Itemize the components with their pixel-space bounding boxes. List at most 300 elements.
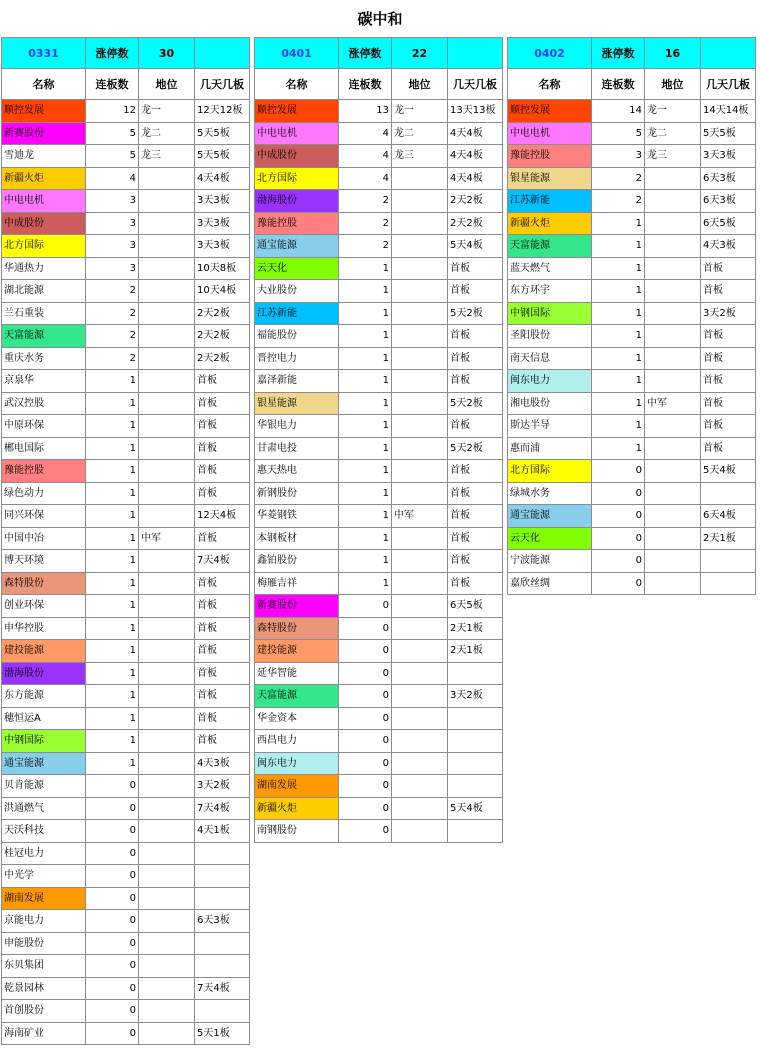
board-count-cell: 2 — [86, 325, 139, 348]
count-value-cell: 30 — [139, 38, 195, 69]
board-count-cell: 1 — [86, 572, 139, 595]
stock-name-cell: 银星能源 — [255, 392, 339, 415]
count-label-cell: 涨停数 — [86, 38, 139, 69]
table-row — [2, 617, 250, 640]
board-count-cell: 1 — [339, 527, 392, 550]
table-row — [255, 640, 503, 663]
position-cell — [139, 347, 195, 370]
position-cell — [392, 685, 448, 708]
days-boards-cell: 4天3板 — [701, 235, 756, 258]
days-boards-cell: 3天2板 — [701, 302, 756, 325]
stock-name-cell: 创业环保 — [2, 595, 86, 618]
position-cell — [392, 415, 448, 438]
board-count-cell: 1 — [86, 707, 139, 730]
board-count-cell: 0 — [339, 775, 392, 798]
stock-name-cell: 湖南发展 — [255, 775, 339, 798]
stock-name-cell: 中电电机 — [255, 122, 339, 145]
days-boards-cell: 首板 — [195, 392, 250, 415]
table-row — [2, 505, 250, 528]
position-cell — [139, 1000, 195, 1023]
days-boards-cell: 5天1板 — [195, 1022, 250, 1045]
days-boards-cell: 首板 — [448, 347, 503, 370]
stock-name-cell: 顺控发展 — [508, 100, 592, 123]
header-row — [255, 38, 503, 69]
position-cell — [392, 302, 448, 325]
days-boards-cell: 5天5板 — [195, 122, 250, 145]
days-boards-cell — [195, 887, 250, 910]
position-cell — [392, 437, 448, 460]
stock-name-cell: 绿城水务 — [508, 482, 592, 505]
stock-name-cell: 兰石重装 — [2, 302, 86, 325]
board-count-cell: 5 — [86, 145, 139, 168]
board-count-cell: 0 — [86, 955, 139, 978]
days-boards-cell: 7天4板 — [195, 797, 250, 820]
table-row — [2, 167, 250, 190]
days-boards-cell — [448, 775, 503, 798]
stock-name-cell: 嘉泽新能 — [255, 370, 339, 393]
stock-name-cell: 新钢股份 — [255, 482, 339, 505]
position-cell — [139, 190, 195, 213]
position-cell — [139, 415, 195, 438]
days-boards-cell: 2天2板 — [448, 190, 503, 213]
position-cell — [645, 572, 701, 595]
days-boards-cell: 3天2板 — [448, 685, 503, 708]
days-boards-cell: 首板 — [195, 482, 250, 505]
stock-name-cell: 新赛股份 — [2, 122, 86, 145]
days-boards-cell — [448, 662, 503, 685]
table-row — [2, 235, 250, 258]
position-cell — [139, 550, 195, 573]
days-boards-cell: 首板 — [448, 460, 503, 483]
position-cell — [139, 730, 195, 753]
stock-name-cell: 贝肯能源 — [2, 775, 86, 798]
table-row — [2, 1022, 250, 1045]
stock-name-cell: 南天信息 — [508, 347, 592, 370]
block-0401 — [254, 37, 503, 843]
table-row — [255, 550, 503, 573]
position-cell — [392, 820, 448, 843]
table-row — [508, 370, 756, 393]
count-label-cell: 涨停数 — [339, 38, 392, 69]
days-boards-cell: 3天3板 — [195, 190, 250, 213]
board-count-cell: 0 — [339, 752, 392, 775]
position-cell — [139, 482, 195, 505]
stock-name-cell: 森特股份 — [255, 617, 339, 640]
table-row — [2, 842, 250, 865]
days-boards-cell — [448, 730, 503, 753]
board-count-cell: 1 — [592, 437, 645, 460]
position-cell — [645, 437, 701, 460]
days-boards-cell: 首板 — [195, 685, 250, 708]
days-boards-cell: 13天13板 — [448, 100, 503, 123]
board-count-cell: 1 — [339, 437, 392, 460]
board-count-cell: 1 — [339, 325, 392, 348]
table-row — [508, 572, 756, 595]
days-boards-cell: 首板 — [448, 325, 503, 348]
board-count-cell: 1 — [339, 370, 392, 393]
empty-header-cell — [195, 38, 250, 69]
stock-name-cell: 中国中冶 — [2, 527, 86, 550]
position-cell — [645, 235, 701, 258]
stock-name-cell: 洪通燃气 — [2, 797, 86, 820]
table-row — [2, 325, 250, 348]
table-row — [2, 977, 250, 1000]
column-header-3: 几天几板 — [195, 69, 250, 100]
board-count-cell: 0 — [86, 820, 139, 843]
days-boards-cell: 首板 — [701, 347, 756, 370]
board-count-cell: 2 — [86, 302, 139, 325]
board-count-cell: 2 — [86, 347, 139, 370]
days-boards-cell: 5天4板 — [448, 797, 503, 820]
position-cell — [645, 370, 701, 393]
stock-name-cell: 顺控发展 — [2, 100, 86, 123]
board-count-cell: 2 — [339, 212, 392, 235]
position-cell — [392, 550, 448, 573]
position-cell: 龙三 — [392, 145, 448, 168]
position-cell — [139, 617, 195, 640]
board-count-cell: 1 — [592, 325, 645, 348]
days-boards-cell: 首板 — [448, 527, 503, 550]
table-row — [2, 415, 250, 438]
position-cell — [392, 167, 448, 190]
board-count-cell: 13 — [339, 100, 392, 123]
board-count-cell: 1 — [86, 482, 139, 505]
column-header-1: 连板数 — [86, 69, 139, 100]
count-label-cell: 涨停数 — [592, 38, 645, 69]
board-count-cell: 1 — [339, 392, 392, 415]
days-boards-cell — [701, 550, 756, 573]
stock-name-cell: 中电电机 — [508, 122, 592, 145]
table-row — [255, 685, 503, 708]
table-row — [508, 325, 756, 348]
table-row — [508, 392, 756, 415]
days-boards-cell: 首板 — [701, 370, 756, 393]
days-boards-cell — [448, 820, 503, 843]
position-cell — [139, 685, 195, 708]
days-boards-cell: 首板 — [448, 482, 503, 505]
days-boards-cell — [195, 842, 250, 865]
board-count-cell: 1 — [339, 415, 392, 438]
days-boards-cell — [701, 482, 756, 505]
table-row — [508, 100, 756, 123]
table-row — [2, 460, 250, 483]
table-row — [255, 325, 503, 348]
table-row — [508, 415, 756, 438]
table-row — [2, 1000, 250, 1023]
count-value-cell: 16 — [645, 38, 701, 69]
block-0402 — [507, 37, 756, 595]
days-boards-cell: 5天5板 — [195, 145, 250, 168]
days-boards-cell: 首板 — [195, 460, 250, 483]
days-boards-cell — [448, 707, 503, 730]
column-header-0: 名称 — [508, 69, 592, 100]
stock-name-cell: 建投能源 — [255, 640, 339, 663]
table-row — [2, 572, 250, 595]
position-cell — [139, 235, 195, 258]
board-count-cell: 14 — [592, 100, 645, 123]
table-row — [255, 280, 503, 303]
table-row — [2, 122, 250, 145]
days-boards-cell: 首板 — [448, 280, 503, 303]
position-cell — [645, 505, 701, 528]
table-row — [255, 707, 503, 730]
stock-name-cell: 云天化 — [255, 257, 339, 280]
board-count-cell: 1 — [86, 505, 139, 528]
days-boards-cell: 首板 — [195, 617, 250, 640]
board-count-cell: 0 — [86, 1022, 139, 1045]
board-count-cell: 0 — [86, 797, 139, 820]
table-row — [2, 662, 250, 685]
table-row — [2, 257, 250, 280]
stock-name-cell: 乾景园林 — [2, 977, 86, 1000]
stock-name-cell: 延华智能 — [255, 662, 339, 685]
days-boards-cell: 12天4板 — [195, 505, 250, 528]
position-cell — [645, 347, 701, 370]
column-header-row — [2, 69, 250, 100]
table-row — [2, 370, 250, 393]
days-boards-cell: 2天1板 — [448, 640, 503, 663]
stock-name-cell: 绿色动力 — [2, 482, 86, 505]
stock-name-cell: 宁波能源 — [508, 550, 592, 573]
table-row — [255, 100, 503, 123]
column-header-2: 地位 — [645, 69, 701, 100]
position-cell — [392, 212, 448, 235]
days-boards-cell: 14天14板 — [701, 100, 756, 123]
table-row — [255, 482, 503, 505]
position-cell — [139, 707, 195, 730]
position-cell — [392, 257, 448, 280]
board-count-cell: 3 — [86, 190, 139, 213]
table-row — [255, 122, 503, 145]
position-cell — [139, 887, 195, 910]
table-row — [2, 302, 250, 325]
column-header-row — [508, 69, 756, 100]
table-row — [255, 302, 503, 325]
table-row — [255, 145, 503, 168]
position-cell — [139, 797, 195, 820]
position-cell — [645, 190, 701, 213]
table-row — [2, 752, 250, 775]
position-cell — [392, 325, 448, 348]
days-boards-cell: 4天1板 — [195, 820, 250, 843]
days-boards-cell: 4天4板 — [195, 167, 250, 190]
days-boards-cell: 6天5板 — [448, 595, 503, 618]
position-cell — [392, 370, 448, 393]
page-title: 碳中和 — [357, 10, 403, 28]
position-cell — [139, 752, 195, 775]
stock-name-cell: 华银电力 — [255, 415, 339, 438]
position-cell: 龙二 — [645, 122, 701, 145]
days-boards-cell: 2天1板 — [448, 617, 503, 640]
column-header-0: 名称 — [2, 69, 86, 100]
board-count-cell: 0 — [592, 550, 645, 573]
board-count-cell: 1 — [339, 505, 392, 528]
table-row — [508, 302, 756, 325]
board-count-cell: 1 — [86, 370, 139, 393]
board-count-cell: 0 — [339, 730, 392, 753]
stock-name-cell: 桂冠电力 — [2, 842, 86, 865]
position-cell — [139, 257, 195, 280]
position-cell — [392, 235, 448, 258]
board-count-cell: 2 — [86, 280, 139, 303]
table-row — [2, 707, 250, 730]
position-cell — [139, 1022, 195, 1045]
table-row — [255, 257, 503, 280]
board-count-cell: 1 — [592, 212, 645, 235]
position-cell — [139, 910, 195, 933]
table-row — [255, 820, 503, 843]
stock-name-cell: 东方环宇 — [508, 280, 592, 303]
board-count-cell: 1 — [339, 347, 392, 370]
board-count-cell: 0 — [339, 797, 392, 820]
stock-name-cell: 建投能源 — [2, 640, 86, 663]
board-count-cell: 3 — [86, 212, 139, 235]
stock-name-cell: 通宝能源 — [2, 752, 86, 775]
position-cell — [139, 865, 195, 888]
position-cell — [139, 460, 195, 483]
board-count-cell: 2 — [339, 235, 392, 258]
position-cell — [392, 595, 448, 618]
board-count-cell: 1 — [592, 392, 645, 415]
position-cell — [139, 662, 195, 685]
stock-name-cell: 豫能控股 — [508, 145, 592, 168]
days-boards-cell: 3天3板 — [195, 212, 250, 235]
stock-name-cell: 北方国际 — [255, 167, 339, 190]
stock-name-cell: 西昌电力 — [255, 730, 339, 753]
position-cell — [392, 617, 448, 640]
table-row — [508, 550, 756, 573]
table-row — [508, 145, 756, 168]
limit-up-table-0331 — [1, 37, 250, 1045]
position-cell: 龙一 — [139, 100, 195, 123]
stock-name-cell: 梅雁吉祥 — [255, 572, 339, 595]
board-count-cell: 0 — [86, 865, 139, 888]
date-cell: 0402 — [508, 38, 592, 69]
stock-name-cell: 豫能控股 — [2, 460, 86, 483]
stock-name-cell: 惠而浦 — [508, 437, 592, 460]
days-boards-cell: 2天2板 — [195, 302, 250, 325]
table-row — [255, 595, 503, 618]
board-count-cell: 1 — [339, 302, 392, 325]
position-cell: 龙一 — [645, 100, 701, 123]
table-row — [255, 212, 503, 235]
position-cell — [645, 257, 701, 280]
stock-name-cell: 首创股份 — [2, 1000, 86, 1023]
position-cell — [645, 167, 701, 190]
table-row — [255, 392, 503, 415]
table-row — [255, 505, 503, 528]
stock-name-cell: 森特股份 — [2, 572, 86, 595]
days-boards-cell: 3天3板 — [195, 235, 250, 258]
days-boards-cell: 首板 — [195, 730, 250, 753]
days-boards-cell: 首板 — [448, 572, 503, 595]
stock-name-cell: 甘肃电投 — [255, 437, 339, 460]
table-row — [508, 347, 756, 370]
table-row — [2, 910, 250, 933]
board-count-cell: 0 — [592, 572, 645, 595]
stock-name-cell: 本钢板材 — [255, 527, 339, 550]
table-row — [508, 257, 756, 280]
column-header-0: 名称 — [255, 69, 339, 100]
board-count-cell: 2 — [592, 190, 645, 213]
table-row — [2, 932, 250, 955]
board-count-cell: 3 — [86, 235, 139, 258]
board-count-cell: 0 — [86, 842, 139, 865]
table-row — [255, 235, 503, 258]
position-cell — [392, 797, 448, 820]
position-cell — [392, 640, 448, 663]
board-count-cell: 0 — [86, 932, 139, 955]
position-cell — [139, 437, 195, 460]
position-cell — [392, 347, 448, 370]
stock-name-cell: 天沃科技 — [2, 820, 86, 843]
board-count-cell: 1 — [592, 257, 645, 280]
column-header-3: 几天几板 — [448, 69, 503, 100]
position-cell: 中军 — [392, 505, 448, 528]
board-count-cell: 1 — [592, 302, 645, 325]
days-boards-cell: 2天1板 — [701, 527, 756, 550]
days-boards-cell: 5天5板 — [701, 122, 756, 145]
position-cell — [392, 730, 448, 753]
table-row — [2, 730, 250, 753]
days-boards-cell: 6天4板 — [701, 505, 756, 528]
stock-name-cell: 中钢国际 — [2, 730, 86, 753]
table-row — [508, 235, 756, 258]
stock-name-cell: 雪迪龙 — [2, 145, 86, 168]
position-cell — [392, 460, 448, 483]
days-boards-cell: 首板 — [701, 437, 756, 460]
days-boards-cell — [195, 865, 250, 888]
board-count-cell: 5 — [592, 122, 645, 145]
stock-name-cell: 嘉欣丝绸 — [508, 572, 592, 595]
days-boards-cell: 首板 — [195, 370, 250, 393]
table-row — [508, 212, 756, 235]
stock-name-cell: 闽东电力 — [255, 752, 339, 775]
stock-name-cell: 豫能控股 — [255, 212, 339, 235]
stock-name-cell: 新疆火炬 — [508, 212, 592, 235]
days-boards-cell: 首板 — [448, 505, 503, 528]
position-cell — [392, 280, 448, 303]
stock-name-cell: 通宝能源 — [255, 235, 339, 258]
days-boards-cell: 首板 — [195, 662, 250, 685]
stock-name-cell: 京能电力 — [2, 910, 86, 933]
stock-name-cell: 云天化 — [508, 527, 592, 550]
table-row — [2, 190, 250, 213]
column-header-2: 地位 — [139, 69, 195, 100]
table-row — [508, 280, 756, 303]
table-row — [255, 415, 503, 438]
table-row — [255, 775, 503, 798]
position-cell: 中军 — [139, 527, 195, 550]
position-cell — [645, 550, 701, 573]
position-cell — [645, 482, 701, 505]
table-row — [2, 820, 250, 843]
column-header-1: 连板数 — [339, 69, 392, 100]
position-cell — [645, 212, 701, 235]
position-cell — [139, 392, 195, 415]
table-row — [2, 527, 250, 550]
table-row — [255, 797, 503, 820]
table-row — [2, 595, 250, 618]
position-cell — [392, 572, 448, 595]
table-row — [2, 482, 250, 505]
position-cell — [139, 212, 195, 235]
stock-name-cell: 蓝天燃气 — [508, 257, 592, 280]
days-boards-cell: 首板 — [701, 257, 756, 280]
board-count-cell: 1 — [86, 460, 139, 483]
stock-name-cell: 华金资本 — [255, 707, 339, 730]
position-cell — [392, 392, 448, 415]
